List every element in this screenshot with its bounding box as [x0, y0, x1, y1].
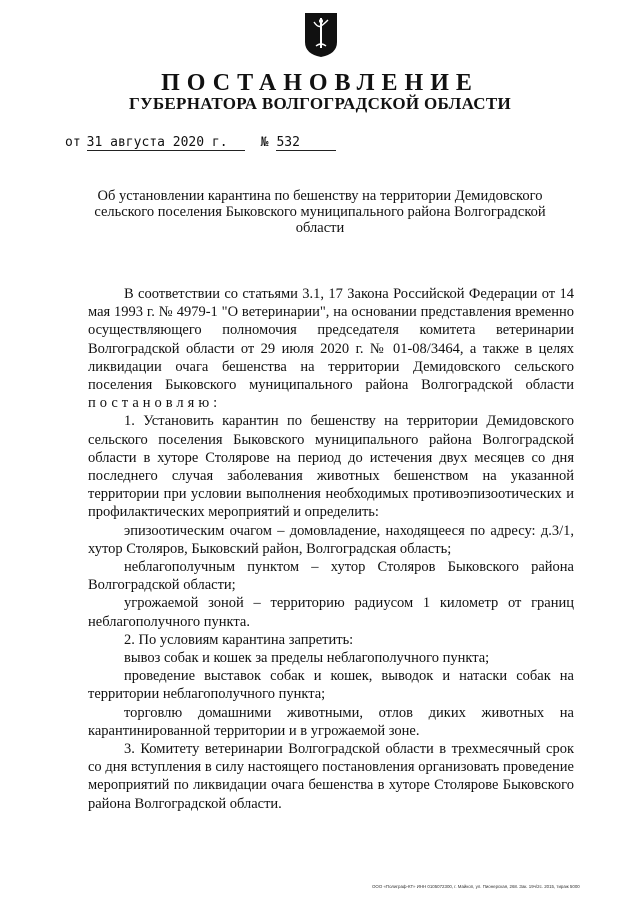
paragraph-export-ban: вывоз собак и кошек за пределы неблагополучного пункта;	[124, 650, 490, 667]
document-body	[88, 285, 574, 813]
document-subtitle: ГУБЕРНАТОРА ВОЛГОГРАДСКОЙ ОБЛАСТИ	[128, 94, 512, 113]
coat-of-arms-icon	[304, 12, 338, 58]
paragraph-1: 1. Установить карантин по бешенству на территории Демидовского сельского поселения Быковского муниципального района Волгоградской области в хуторе Столярове на период до истечения двух месяцев со дня последнего случая заболевания животных бешенством на указанной территории при условии выполнения необходимых противоэпизоотических и профилактических мероприятий и определить:	[88, 413, 574, 521]
paragraph-2: 2. По условиям карантина запретить:	[124, 631, 354, 648]
paragraph-unfavorable-point: неблагополучным пунктом – хутор Столяров Быковского района Волгоградской области;	[88, 559, 574, 594]
document-subject: Об установлении карантина по бешенству на территории Демидовского сельского поселения Быковского муниципального района Волгоградской области	[94, 188, 546, 236]
document-date: 31 августа 2020 г.	[87, 136, 245, 151]
preamble-paragraph	[88, 285, 574, 412]
document-title: ПОСТАНОВЛЕНИЕ	[161, 70, 479, 96]
date-prefix: от	[65, 135, 81, 150]
printer-imprint: ООО «Полиграф-КТ» ИНН 0105072300, г. Майкоп, ул. Пионерская, 268. Зак. 19ч/2с. 2015, тираж 5000	[372, 884, 580, 889]
paragraph-exhibitions-ban: проведение выставок собак и кошек, выводок и натаски собак на территории неблагополучного пункта;	[88, 668, 574, 703]
paragraph-epizootic-focus: эпизоотическим очагом – домовладение, находящееся по адресу: д.3/1, хутор Столяров, Быковский район, Волгоградская область;	[88, 522, 574, 557]
decree-word: постановляю:	[88, 395, 222, 412]
paragraph-trade-ban: торговлю домашними животными, отлов диких животных на карантинированной территории и в угрожаемой зоне.	[88, 704, 574, 739]
preamble-text: В соответствии со статьями 3.1, 17 Закона Российской Федерации от 14 мая 1993 г. № 4979-1 "О ветеринарии", на основании представления временно осуществляющего полномочия председателя комитета ветеринарии Волгоградской области от 29 июля 2020 г. № 01-08/3464, а также в целях ликвидации очага бешенства на территории Демидовского сельского поселения Быковского муниципального района Волгоградской области	[88, 286, 574, 394]
date-number-line	[65, 135, 365, 151]
paragraph-3: 3. Комитету ветеринарии Волгоградской области в трехмесячный срок со дня вступления в силу настоящего постановления организовать проведение мероприятий по ликвидации очага бешенства в хуторе Столярове Быковского района Волгоградской области.	[88, 741, 574, 812]
number-sign: №	[260, 135, 269, 150]
document-number: 532	[276, 136, 336, 151]
paragraph-threatened-zone: угрожаемой зоной – территорию радиусом 1 километр от границ неблагополучного пункта.	[88, 595, 574, 630]
